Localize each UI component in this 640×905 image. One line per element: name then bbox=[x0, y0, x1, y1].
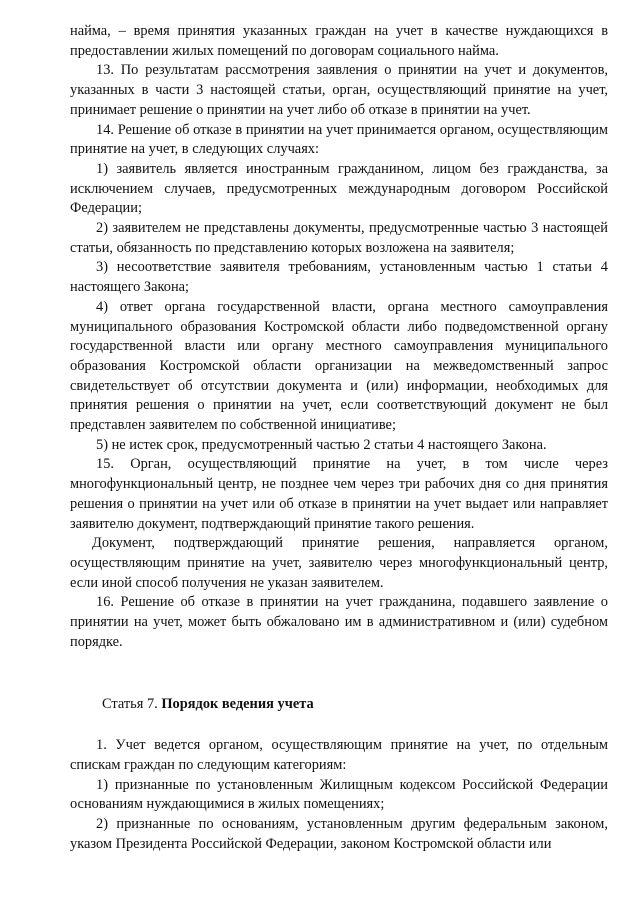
paragraph-14-item-4: 4) ответ органа государственной власти, органа местного самоуправления муниципального образования Костромской области либо подведомственной органу государственной власти или органу местного самоуправления муниципального образования Костромской области организации на межведомственный запрос свидетельствует об отсутствии документа и (или) информации, необходимых для принятия решения о принятии на учет, если соответствующий документ не был представлен заявителем по собственной инициативе; bbox=[70, 298, 608, 434]
heading-spacer bbox=[70, 714, 608, 736]
paragraph-15-document: Документ, подтверждающий принятие решения, направляется органом, осуществляющим принятие на учет, заявителю через многофункциональный центр, если иной способ получения не указан заявителем. bbox=[70, 535, 608, 591]
article-heading bbox=[70, 695, 608, 715]
paragraph-15: 15. Орган, осуществляющий принятие на учет, в том числе через многофункциональный центр, не позднее чем через три рабочих дня со дня принятия решения о принятии на учет или об отказе в принятии на учет выдает или направляет заявителю документ, подтверждающий принятие такого решения. bbox=[70, 456, 608, 532]
article-number: Статья 7. bbox=[102, 695, 158, 712]
paragraph-14: 14. Решение об отказе в принятии на учет принимается органом, осуществляющим принятие на учет, в следующих случаях: bbox=[70, 121, 608, 158]
section-spacer bbox=[70, 653, 608, 695]
paragraph-13: 13. По результатам рассмотрения заявления о принятии на учет и документов, указанных в части 3 настоящей статьи, орган, осуществляющий принятие на учет, принимает решение о принятии на учет либо об отказе в принятии на учет. bbox=[70, 62, 608, 118]
paragraph-14-item-1: 1) заявитель является иностранным гражданином, лицом без гражданства, за исключением случаев, предусмотренных международным договором Российской Федерации; bbox=[70, 160, 608, 217]
paragraph-16: 16. Решение об отказе в принятии на учет гражданина, подавшего заявление о принятии на учет, может быть обжаловано им в административном и (или) судебном порядке. bbox=[70, 594, 608, 650]
paragraph-14-item-3: 3) несоответствие заявителя требованиям, установленным частью 1 статьи 4 настоящего Закона; bbox=[70, 259, 608, 296]
paragraph-continuation: найма, – время принятия указанных граждан на учет в качестве нуждающихся в предоставлении жилых помещений по договорам социального найма. bbox=[70, 23, 608, 59]
paragraph-14-item-5: 5) не истек срок, предусмотренный частью 2 статьи 4 настоящего Закона. bbox=[96, 436, 547, 453]
article-title: Порядок ведения учета bbox=[161, 695, 314, 712]
article-7-paragraph-1: 1. Учет ведется органом, осуществляющим принятие на учет, по отдельным спискам граждан по следующим категориям: bbox=[70, 737, 608, 773]
article-7-item-2: 2) признанные по основаниям, установленным другим федеральным законом, указом Президента Российской Федерации, законом Костромской области или bbox=[70, 816, 608, 852]
paragraph-14-item-2: 2) заявителем не представлены документы, предусмотренные частью 3 настоящей статьи, обязанность по представлению которых возложена на заявителя; bbox=[70, 220, 608, 256]
article-7-item-1: 1) признанные по установленным Жилищным кодексом Российской Федерации основаниям нуждающимися в жилых помещениях; bbox=[70, 776, 608, 813]
